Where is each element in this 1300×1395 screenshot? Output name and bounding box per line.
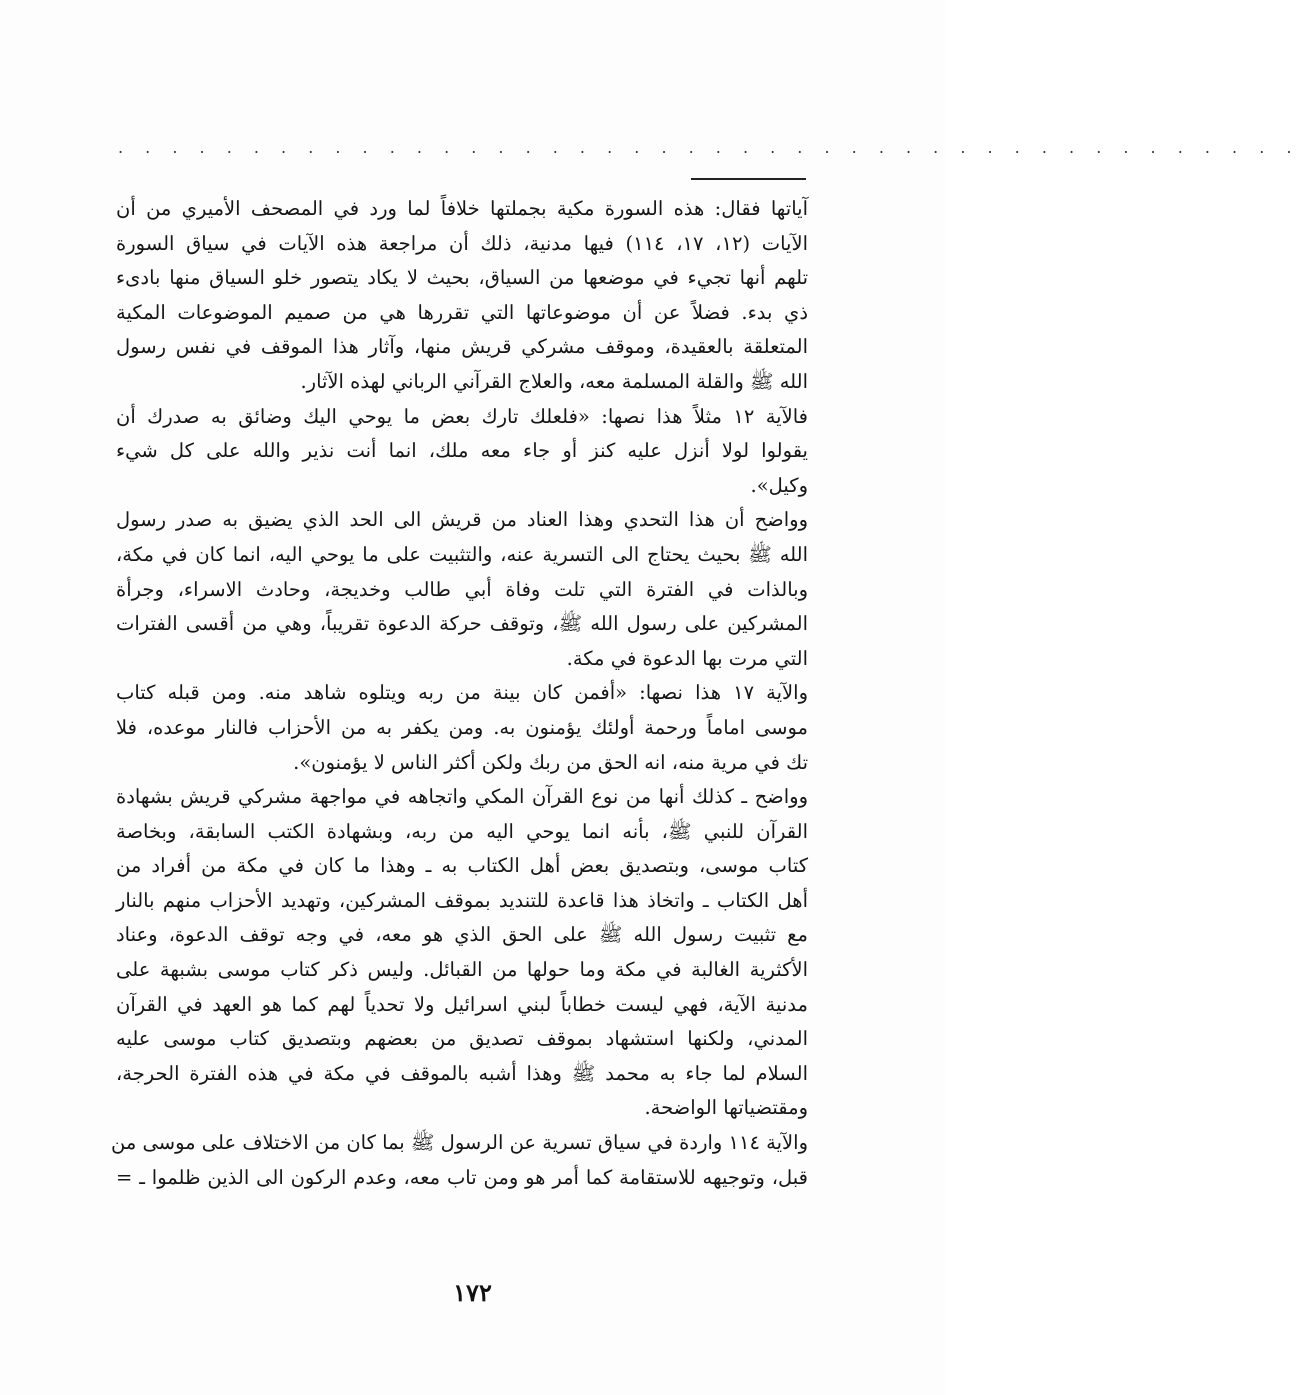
text-line: وواضح أن هذا التحدي وهذا العناد من قريش الى الحد الذي يضيق به صدر رسول bbox=[116, 508, 808, 532]
text-line: وبالذات في الفترة التي تلت وفاة أبي طالب وخديجة، وحادث الاسراء، وجرأة bbox=[116, 577, 808, 601]
text-line: والآية ١١٤ واردة في سياق تسرية عن الرسول ﷺ بما كان من الاختلاف على موسى من bbox=[110, 1131, 808, 1155]
text-line: الله ﷺ بحيث يحتاج الى التسرية عنه، والتثبيت على ما يوحي اليه، انما كان في مكة، bbox=[116, 542, 808, 566]
page-number: ١٧٢ bbox=[453, 1278, 492, 1307]
text-line: آياتها فقال: هذه السورة مكية بجملتها خلافاً لما ورد في المصحف الأميري من أن bbox=[116, 197, 808, 220]
text-line: السلام لما جاء به محمد ﷺ وهذا أشبه بالموقف في مكة في هذه الفترة الحرجة، bbox=[116, 1061, 808, 1085]
text-line: المشركين على رسول الله ﷺ، وتوقف حركة الدعوة تقريباً، وهي من أقسى الفترات bbox=[116, 612, 808, 636]
text-line: القرآن للنبي ﷺ، بأنه انما يوحي اليه من ربه، وبشهادة الكتب السابقة، وبخاصة bbox=[116, 819, 808, 843]
text-line: والآية ١٧ هذا نصها: «أفمن كان بينة من ربه ويتلوه شاهد منه. ومن قبله كتاب bbox=[116, 681, 808, 705]
text-line: ومقتضياتها الواضحة. bbox=[644, 1096, 808, 1120]
text-line: المدني، ولكنها استشهاد بموقف تصديق من بعضهم وبتصديق كتاب موسى عليه bbox=[116, 1027, 808, 1051]
text-line: مدنية الآية، فهي ليست خطاباً لبني اسرائيل ولا تحدياً لهم كما هو العهد في القرآن bbox=[116, 992, 808, 1016]
text-line: يقولوا لولا أنزل عليه كنز أو جاء معه ملك، انما أنت نذير والله على كل شيء bbox=[116, 439, 808, 463]
text-line: تلهم أنها تجيء في موضعها من السياق، بحيث لا يكاد يتصور خلو السياق منها بادىء bbox=[116, 266, 808, 290]
text-line: تك في مرية منه، انه الحق من ربك ولكن أكثر الناس لا يؤمنون». bbox=[293, 750, 808, 774]
text-line: موسى اماماً ورحمة أولئك يؤمنون به. ومن يكفر به من الأحزاب فالنار موعده، فلا bbox=[116, 715, 808, 739]
text-line: المتعلقة بالعقيدة، وموقف مشركي قريش منها، وآثار هذا الموقف في نفس رسول bbox=[116, 335, 808, 359]
text-line: كتاب موسى، وبتصديق بعض أهل الكتاب به ـ وهذا ما كان في مكة من أفراد من bbox=[116, 854, 808, 878]
footnote-rule bbox=[691, 178, 806, 180]
text-line: قبل، وتوجيهه للاستقامة كما أمر هو ومن تاب معه، وعدم الركون الى الذين ظلموا ـ = bbox=[116, 1165, 808, 1189]
text-line: فالآية ١٢ مثلاً هذا نصها: «فلعلك تارك بعض ما يوحي اليك وضائق به صدرك أن bbox=[116, 404, 808, 428]
text-line: وواضح ـ كذلك أنها من نوع القرآن المكي واتجاهه في مواجهة مشركي قريش بشهادة bbox=[116, 785, 808, 809]
text-line: ذي بدء. فضلاً عن أن موضوعاتها التي تقررها هي من صميم الموضوعات المكية bbox=[116, 300, 808, 324]
dotted-separator: . . . . . . . . . . . . . . . . . . . . . . . . . . . . . . . . . . . . . . . . . . . . bbox=[118, 138, 1300, 157]
body-text bbox=[110, 192, 809, 1195]
text-line: الله ﷺ والقلة المسلمة معه، والعلاج القرآني الرباني لهذه الآثار. bbox=[300, 369, 808, 393]
text-line: أهل الكتاب ـ واتخاذ هذا قاعدة للتنديد بموقف المشركين، وتهديد الأحزاب منهم بالنار bbox=[116, 888, 808, 912]
text-line: مع تثبيت رسول الله ﷺ على الحق الذي هو معه، في وجه توقف الدعوة، وعناد bbox=[116, 923, 808, 947]
text-line: وكيل». bbox=[750, 473, 808, 497]
text-line: الآيات (١٢، ١٧، ١١٤) فيها مدنية، ذلك أن مراجعة هذه الآيات في سياق السورة bbox=[116, 231, 809, 255]
text-line: التي مرت بها الدعوة في مكة. bbox=[566, 646, 808, 670]
text-line: الأكثرية الغالبة في مكة وما حولها من القبائل. وليس ذكر كتاب موسى بشبهة على bbox=[116, 958, 808, 982]
